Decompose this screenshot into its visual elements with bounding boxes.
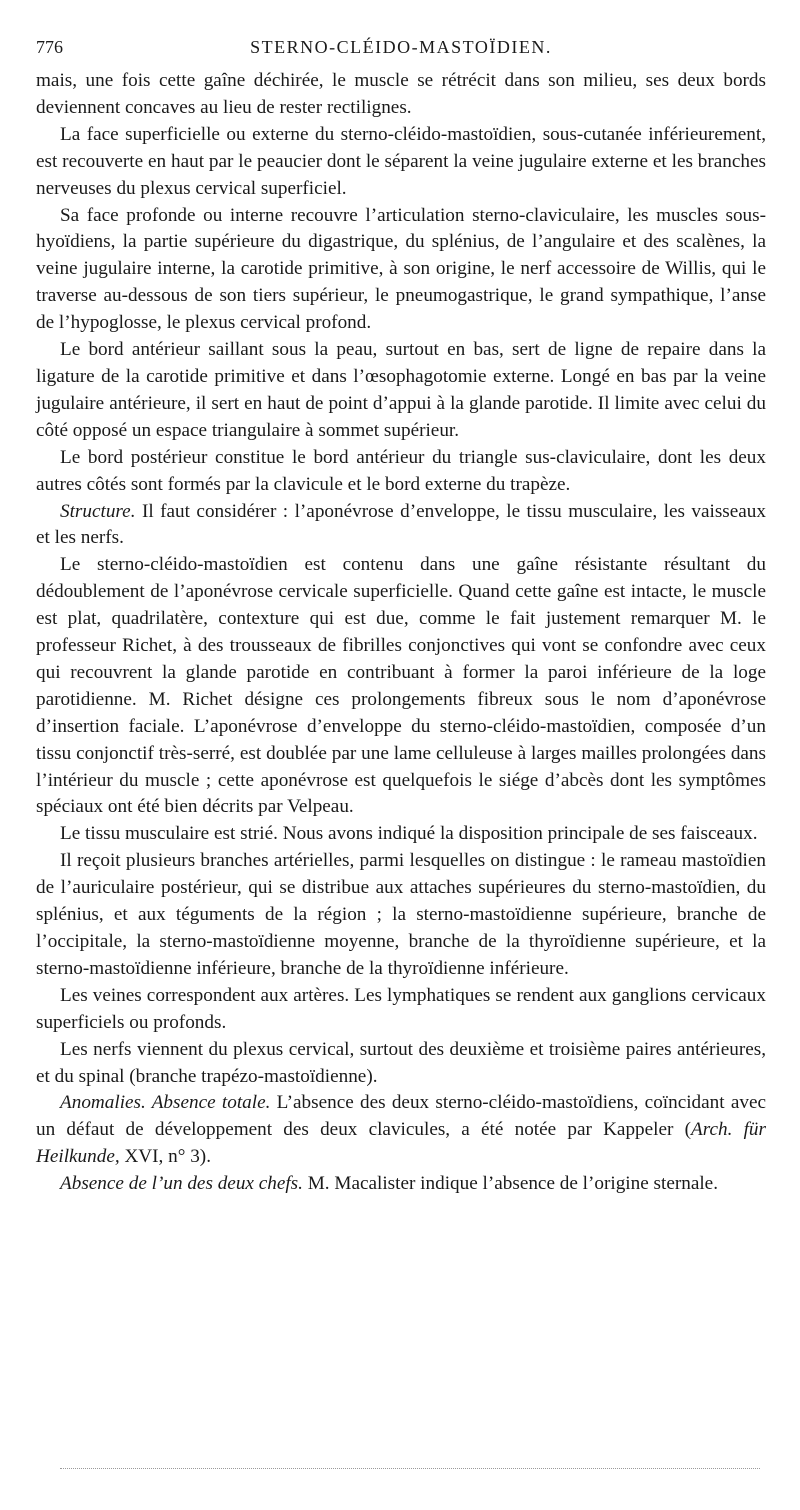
- paragraph-nerves: Les nerfs viennent du plexus cervical, surtout des deuxième et troisième paires antérieures, et du spinal (branche trapézo-mastoïdienne).: [36, 1038, 766, 1087]
- paragraph-sheath: Le sterno-cléido-mastoïdien est contenu dans une gaîne résistante résultant du dédoublement de l’aponévrose cervicale superficielle. Quand cette gaîne est intacte, le muscle est plat, quadrilatère, contexture qui est due, comme le fait justement remarquer M. le professeur Richet, à des trousseaux de fibrilles conjonctives qui vont se confondre avec ceux qui recouvrent la glande parotide en contribuant à former la paroi inférieure de la loge parotidienne. M. Richet désigne ces prolongements fibreux sous le nom d’aponévrose d’insertion faciale. L’aponévrose d’enveloppe du sterno-cléido-mastoïdien, composée d’un tissu conjonctif très-serré, est doublée par une lame celluleuse à larges mailles prolongées dans l’intérieur du muscle ; cette aponévrose est quelquefois le siége d’abcès dont les symptômes spéciaux ont été bien décrits par Velpeau.: [36, 554, 766, 818]
- paragraph-posterior-border: Le bord postérieur constitue le bord antérieur du triangle sus-claviculaire, dont les deux autres côtés sont formés par la clavicule et le bord externe du trapèze.: [36, 446, 766, 495]
- paragraph-continuation: mais, une fois cette gaîne déchirée, le muscle se rétrécit dans son milieu, ses deux bords deviennent concaves au lieu de rester rectilignes.: [36, 70, 766, 118]
- paragraph-muscle-tissue: Le tissu musculaire est strié. Nous avons indiqué la disposition principale de ses faisceaux.: [60, 823, 758, 845]
- running-title: STERNO-CLÉIDO-MASTOÏDIEN.: [250, 37, 552, 57]
- paragraph-anterior-border: Le bord antérieur saillant sous la peau, surtout en bas, sert de ligne de repaire dans la ligature de la carotide primitive et dans l’œsophagotomie externe. Longé en bas par la veine jugulaire antérieure, il sert en haut de point d’appui à la glande parotide. Il limite avec celui du côté opposé un espace triangulaire à sommet supérieur.: [36, 339, 766, 441]
- page-number: 776: [36, 37, 63, 57]
- paragraph-arteries: Il reçoit plusieurs branches artérielles, parmi lesquelles on distingue : le rameau mastoïdien de l’auriculaire postérieur, qui se distribue aux attaches supérieures du sterno-mastoïdien, du splénius, et aux téguments de la région ; la sterno-mastoïdienne supérieure, branche de l’occipitale, la sterno-mastoïdienne moyenne, branche de la thyroïdienne supérieure, et la sterno-mastoïdienne inférieure, branche de la thyroïdienne inférieure.: [36, 850, 766, 979]
- document-page: [36, 34, 766, 1198]
- footer-rule: [60, 1468, 760, 1469]
- paragraph-absent-head: Absence de l’un des deux chefs. M. Macalister indique l’absence de l’origine sternale.: [60, 1173, 718, 1195]
- citation-reference: Arch. für Heilkunde,: [36, 1119, 766, 1168]
- section-label-absent-head: Absence de l’un des deux chefs.: [60, 1173, 303, 1195]
- paragraph-deep-face: Sa face profonde ou interne recouvre l’articulation sterno-claviculaire, les muscles sous-hyoïdiens, la partie supérieure du digastrique, du splénius, de l’angulaire et des scalènes, la veine jugulaire interne, la carotide primitive, à son origine, le nerf accessoire de Willis, qui le traverse au-dessous de son tiers supérieur, le pneumogastrique, le grand sympathique, l’anse de l’hypoglosse, le plexus cervical profond.: [36, 204, 766, 334]
- paragraph-structure: Structure. Il faut considérer : l’aponévrose d’enveloppe, le tissu musculaire, les vaisseaux et les nerfs.: [36, 500, 766, 549]
- section-label-structure: Structure.: [60, 500, 136, 522]
- body-text: [36, 68, 766, 1198]
- paragraph-anomalies: Anomalies. Absence totale. L’absence des deux sterno-cléido-mastoïdiens, coïncidant avec un défaut de développement des deux clavicules, a été notée par Kappeler (Arch. für Heilkunde, XVI, n° 3).: [36, 1092, 766, 1168]
- paragraph-superficial-face: La face superficielle ou externe du sterno-cléido-mastoïdien, sous-cutanée inférieurement, est recouverte en haut par le peaucier dont le séparent la veine jugulaire externe et les branches nerveuses du plexus cervical superficiel.: [36, 123, 766, 199]
- page-header: [36, 34, 766, 60]
- paragraph-veins: Les veines correspondent aux artères. Les lymphatiques se rendent aux ganglions cervicaux superficiels ou profonds.: [36, 984, 766, 1033]
- section-label-anomalies: Anomalies. Absence totale.: [60, 1092, 271, 1114]
